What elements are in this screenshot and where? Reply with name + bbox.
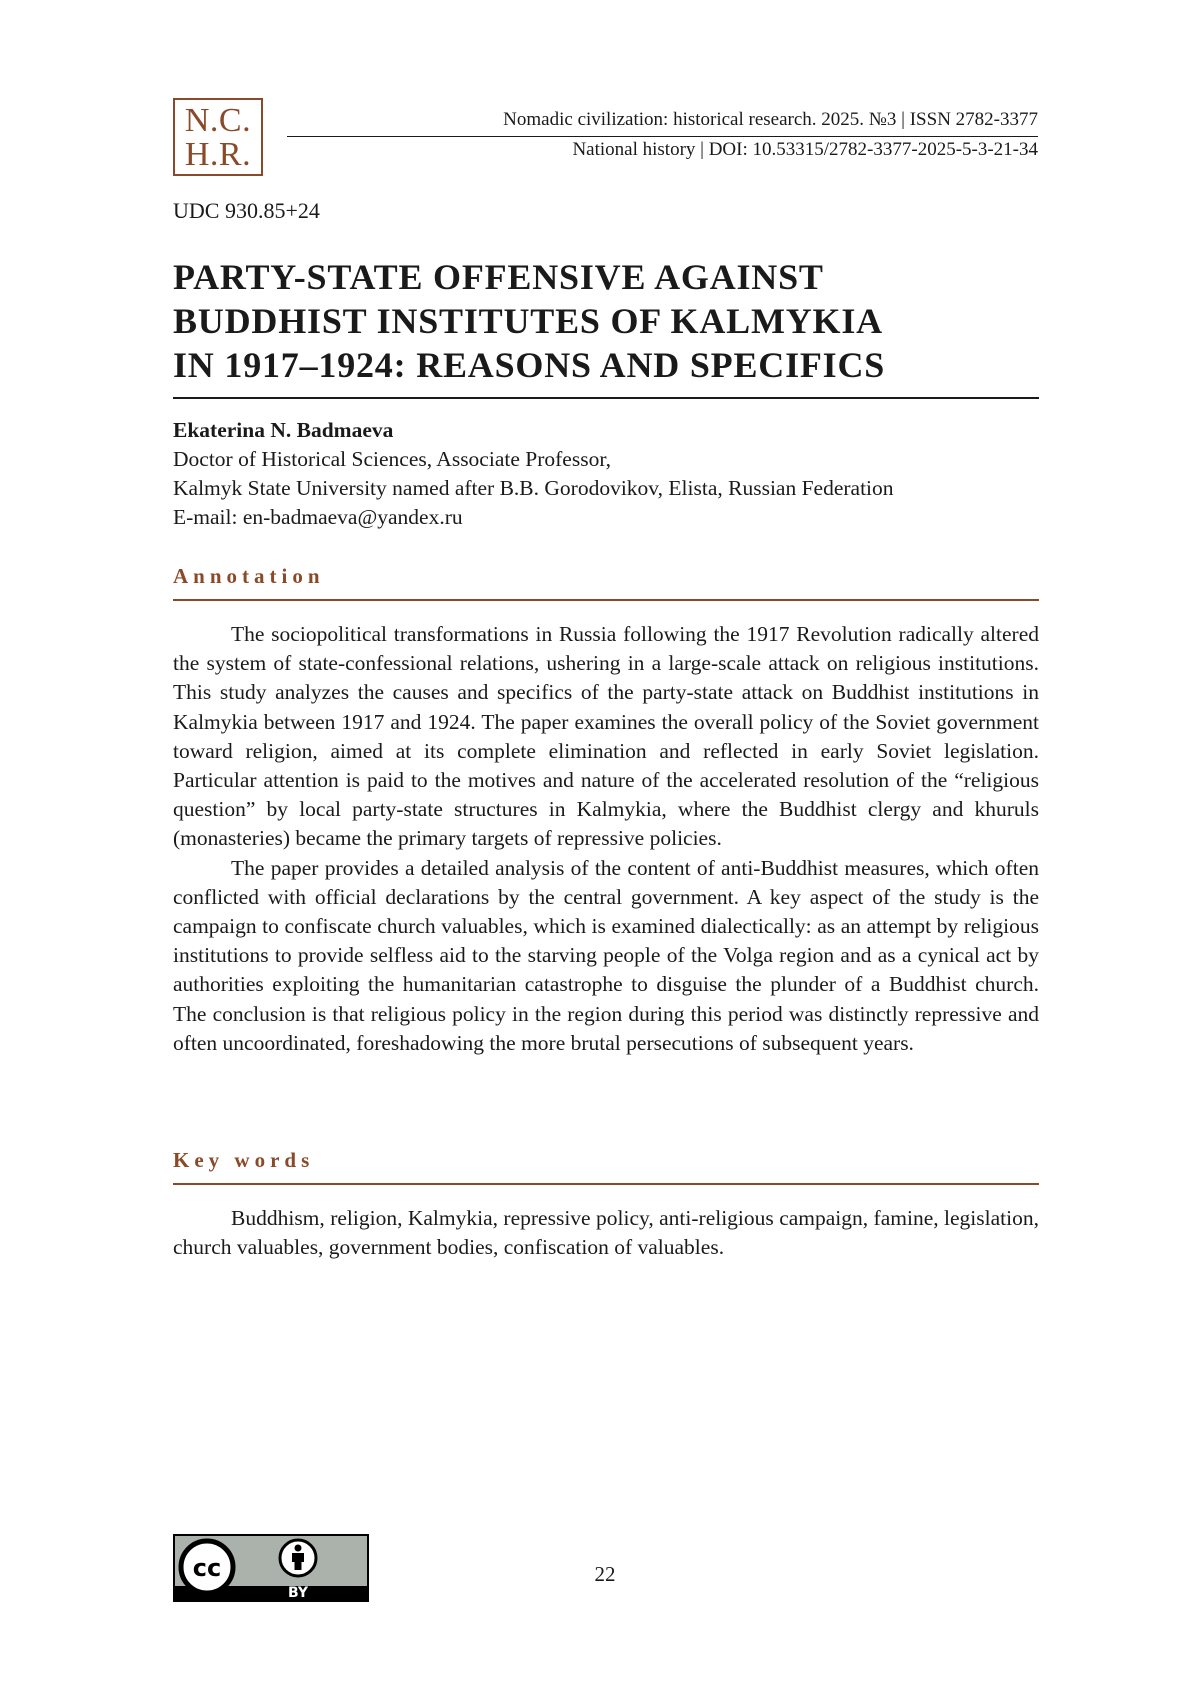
journal-logo: [173, 98, 263, 176]
keywords-divider: [173, 1183, 1039, 1185]
cc-icon: [181, 1541, 233, 1593]
udc-code: UDC 930.85+24: [173, 198, 320, 223]
title-line: PARTY-STATE OFFENSIVE AGAINST: [173, 257, 824, 297]
author-degree: Doctor of Historical Sciences, Associate Professor,: [173, 447, 611, 471]
page-number: 22: [594, 1562, 616, 1586]
annotation-divider: [173, 599, 1039, 601]
author-email: E-mail: en-badmaeva@yandex.ru: [173, 505, 463, 529]
title-line: IN 1917–1924: REASONS AND SPECIFICS: [173, 345, 886, 385]
annotation-heading: Annotation: [173, 564, 325, 588]
attribution-icon: [280, 1540, 316, 1576]
section-doi: National history | DOI: 10.53315/2782-3377-2025-5-3-21-34: [572, 139, 1038, 160]
keywords-heading: Key words: [173, 1148, 315, 1172]
header-divider: [287, 136, 1038, 137]
title-line: BUDDHIST INSTITUTES OF KALMYKIA: [173, 301, 883, 341]
title-divider: [173, 397, 1039, 399]
annotation-paragraph: The sociopolitical transformations in Russia following the 1917 Revolution radically altered the system of state-confessional relations, ushering in a large-scale attack on religious institutions. This study analyzes the causes and specifics of the party-state attack on Buddhist institutions in Kalmykia between 1917 and 1924. The paper examines the overall policy of the Soviet government toward religion, aimed at its complete elimination and reflected in early Soviet legislation. Particular attention is paid to the motives and nature of the accelerated resolution of the “religious question” by local party-state structures in Kalmykia, where the Buddhist clergy and khuruls (monasteries) became the primary targets of repressive policies.: [173, 622, 1039, 851]
keywords-body: Buddhism, religion, Kalmykia, repressive policy, anti-religious campaign, famine, legislation, church valuables, government bodies, confiscation of valuables.: [173, 1206, 1039, 1260]
journal-info: Nomadic civilization: historical research. 2025. №3 | ISSN 2782-3377: [503, 109, 1038, 130]
logo-line-2: H.R.: [184, 136, 252, 173]
author-block: [173, 416, 894, 532]
author-name: Ekaterina N. Badmaeva: [173, 418, 394, 442]
article-title: [173, 255, 1043, 387]
svg-text:cc: cc: [192, 1554, 222, 1582]
annotation-body: [173, 620, 1039, 1058]
logo-line-1: N.C.: [184, 102, 252, 139]
author-affiliation: Kalmyk State University named after B.B. Gorodovikov, Elista, Russian Federation: [173, 476, 894, 500]
annotation-paragraph: The paper provides a detailed analysis of the content of anti-Buddhist measures, which often conflicted with official declarations by the central government. A key aspect of the study is the campaign to confiscate church valuables, which is examined dialectically: as an attempt by religious institutions to provide selfless aid to the starving people of the Volga region and as a cynical act by authorities exploiting the humanitarian catastrophe to disguise the plunder of a Buddhist church. The conclusion is that religious policy in the region during this period was distinctly repressive and often uncoordinated, foreshadowing the more brutal persecutions of subsequent years.: [173, 855, 1039, 1055]
cc-by-license-badge: [173, 1534, 369, 1602]
license-label: BY: [287, 1585, 309, 1601]
